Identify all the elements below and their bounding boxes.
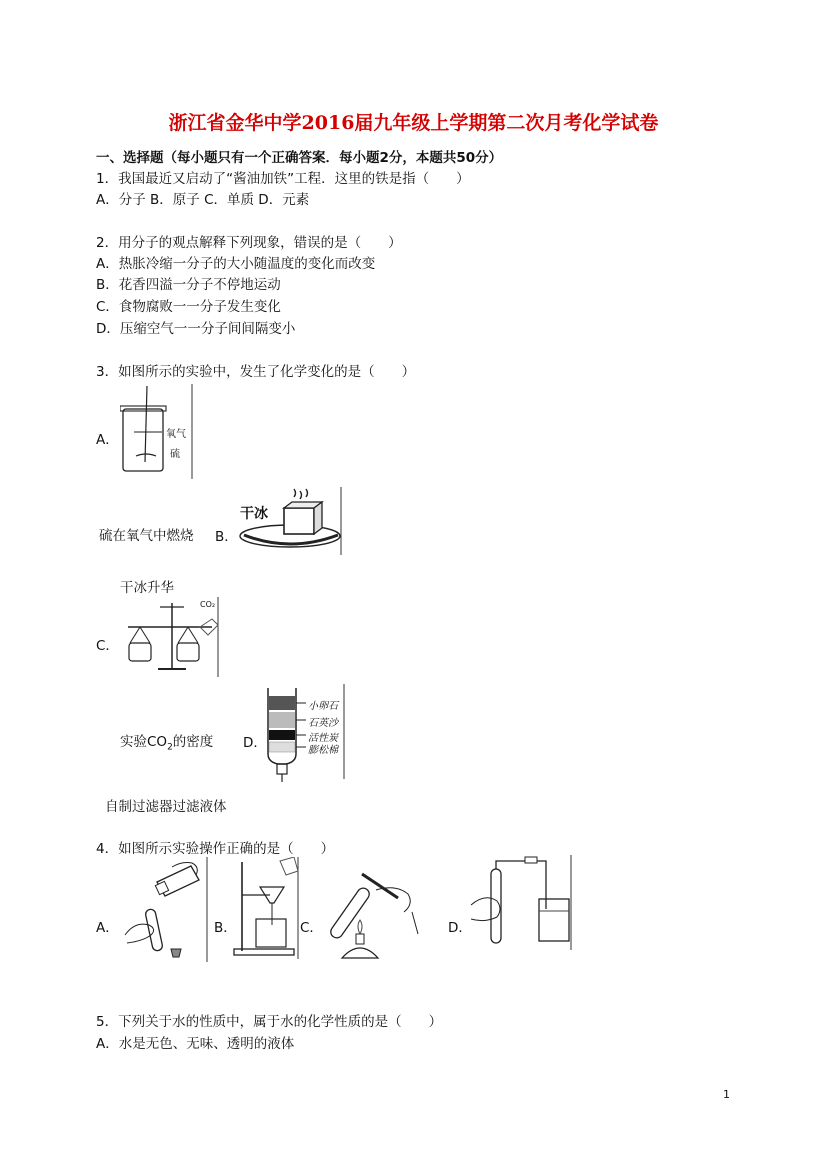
pouring-liquid-figure — [117, 857, 210, 964]
cotton-label: 膨松棉 — [308, 745, 338, 756]
option-c-caption: 实验$CO_2$的密度 — [120, 734, 214, 753]
question-5-stem: 5．下列关于水的性质中，属于水的化学性质的是（ ） — [96, 1014, 443, 1030]
page-number: 1 — [723, 1088, 730, 1101]
airtightness-check-figure — [465, 855, 573, 950]
question-4-option-c-letter: C． — [300, 920, 323, 936]
sulfur-label: 硫 — [170, 449, 180, 460]
heating-tube-figure — [318, 854, 430, 966]
question-5-option-a: A．水是无色、无味、透明的液体 — [96, 1036, 295, 1052]
question-2-stem: 2．用分子的观点解释下列现象，错误的是（ ） — [96, 235, 402, 251]
question-4-stem: 4．如图所示实验操作正确的是（ ） — [96, 841, 335, 857]
question-2-option-b: B．花香四溢一分子不停地运动 — [96, 277, 281, 293]
activated-carbon-label: 活性炭 — [308, 733, 338, 744]
question-1-options: A．分子 B．原子 C．单质 D．元素 — [96, 192, 310, 208]
filtration-setup-figure — [230, 857, 300, 959]
question-3-option-d-letter: D． — [243, 735, 267, 751]
co2-label: CO₂ — [200, 600, 216, 609]
question-4-option-a-letter: A． — [96, 920, 119, 936]
quartz-sand-label: 石英沙 — [308, 718, 338, 729]
option-b-caption: 干冰升华 — [120, 580, 174, 596]
question-1-stem: 1．我国最近又启动了“酱油加铁”工程．这里的铁是指（ ） — [96, 171, 470, 187]
question-4-option-d-letter: D． — [448, 920, 472, 936]
question-3-stem: 3．如图所示的实验中，发生了化学变化的是（ ） — [96, 364, 416, 380]
question-2-option-c: C．食物腐败一一分子发生变化 — [96, 299, 281, 315]
question-3-option-a-letter: A． — [96, 432, 119, 448]
balance-figure — [120, 597, 220, 677]
question-2-option-d: D．压缩空气一一分子间间隔变小 — [96, 321, 296, 337]
question-4-option-b-letter: B． — [214, 920, 237, 936]
oxygen-label: 氧气 — [166, 429, 186, 440]
section-heading: 一、选择题（每小题只有一个正确答案．每小题2分，本题共50分） — [96, 150, 503, 166]
pebbles-label: 小卵石 — [308, 701, 338, 712]
question-3-option-c-letter: C． — [96, 638, 119, 654]
page-title: 浙江省金华中学2016届九年级上学期第二次月考化学试卷 — [168, 112, 659, 134]
option-d-caption: 自制过滤器过滤液体 — [105, 799, 227, 815]
question-2-option-a: A．热胀冷缩一分子的大小随温度的变化而改变 — [96, 256, 376, 272]
dry-ice-label: 干冰 — [240, 506, 268, 522]
question-3-option-b-letter: B． — [215, 529, 238, 545]
option-a-caption: 硫在氧气中燃烧 — [99, 528, 194, 544]
